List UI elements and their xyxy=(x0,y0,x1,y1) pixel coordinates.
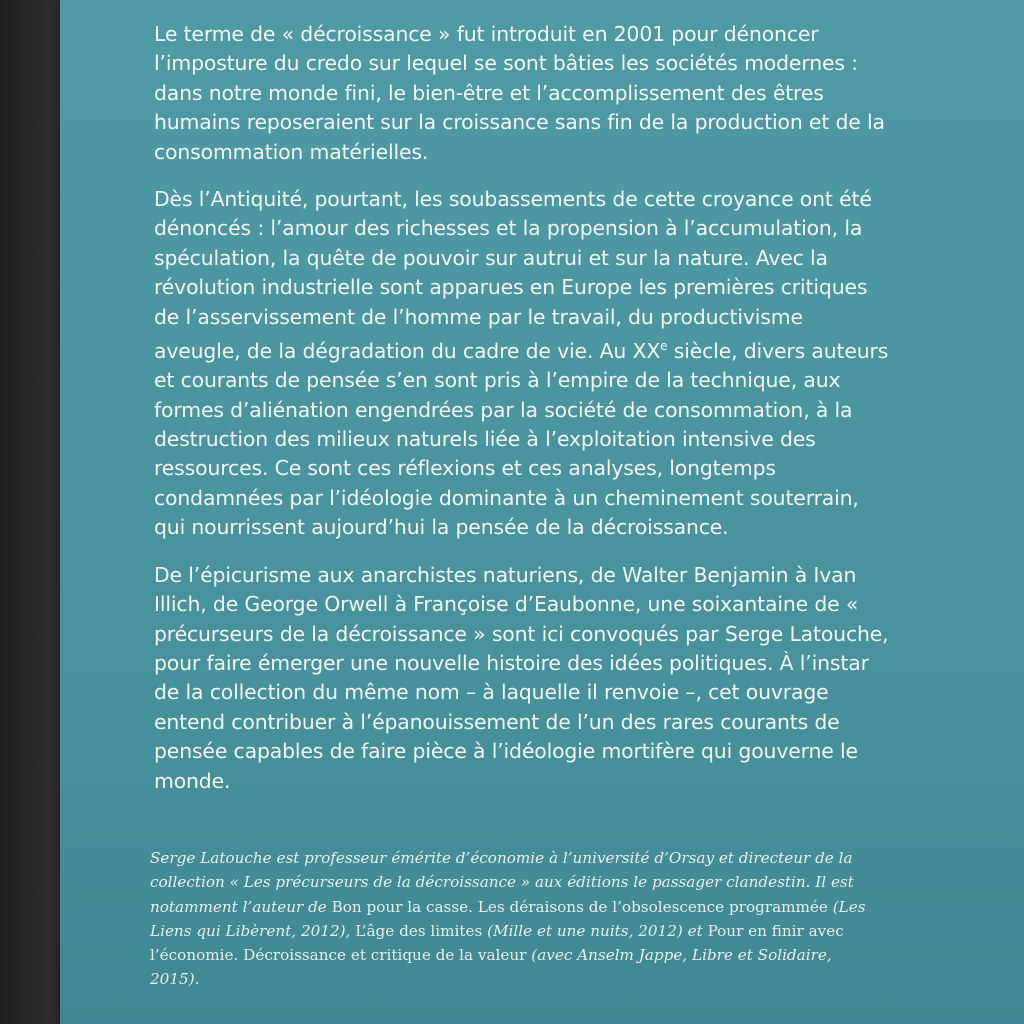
back-cover-blurb xyxy=(154,20,894,814)
author-bio-text xyxy=(150,846,880,992)
blurb-paragraph-2 xyxy=(154,185,894,543)
book-title-2: L’âge des limites xyxy=(355,921,483,940)
book-title-3: Pour en finir avec l’économie. Décroissance et critique de la valeur xyxy=(150,921,844,965)
blurb-paragraph-1: Le terme de « décroissance » fut introduit en 2001 pour dénoncer l’imposture du credo sur lequel se sont bâties les sociétés modernes : dans notre monde fini, le bien-être et l’accomplissement des êtres humains reposeraient sur la croissance sans fin de la production et de la consommation matérielles. xyxy=(154,22,885,164)
book-publisher-1: (Les Liens qui Libèrent, 2012), xyxy=(150,897,866,940)
table-surface xyxy=(0,0,64,1024)
century-superscript: e xyxy=(660,339,668,354)
author-bio xyxy=(150,846,880,992)
blurb-paragraph-3: De l’épicurisme aux anarchistes naturiens, de Walter Benjamin à Ivan Illich, de George Orwell à Françoise d’Eaubonne, une soixantaine de « précurseurs de la décroissance » sont ici convoqués par Serge Latouche, pour faire émerger une nouvelle histoire des idées politiques. À l’instar de la collection du même nom – à laquelle il renvoie –, cet ouvrage entend contribuer à l’épanouissement de l’un des rares courants de pensée capables de faire pièce à l’idéologie mortifère qui gouverne le monde. xyxy=(154,562,889,793)
bio-intro: Serge Latouche est professeur émérite d’économie à l’université d’Orsay et directeur de la collection « Les précurseurs de la décroissance » aux éditions le passager clandestin. Il est notamment l’auteur de xyxy=(150,849,854,916)
blurb-paragraph-2-part-a: Dès l’Antiquité, pourtant, les soubassements de cette croyance ont été dénoncés : l’amour des richesses et la propension à l’accumulation, la spéculation, la quête de pouvoir sur autrui et sur la nature. Avec la révolution industrielle sont apparues en Europe les premières critiques de l’asservissement de l’homme par le travail, du productivisme aveugle, de la dégradation du cadre de vie. Au XX xyxy=(154,187,872,363)
book-publisher-3: (avec Anselm Jappe, Libre et Solidaire, 2015). xyxy=(150,946,832,989)
book-title-1: Bon pour la casse. Les déraisons de l’obsolescence programmée xyxy=(331,897,828,916)
blurb-paragraph-2-part-b: siècle, divers auteurs et courants de pensée s’en sont pris à l’empire de la technique, aux formes d’aliénation engendrées par la société de consommation, à la destruction des milieux naturels liée à l’exploitation intensive des ressources. Ce sont ces réflexions et ces analyses, longtemps condamnées par l’idéologie dominante à un cheminement souterrain, qui nourrissent aujourd’hui la pensée de la décroissance. xyxy=(154,338,889,540)
book-publisher-2: (Mille et une nuits, 2012) et xyxy=(482,921,708,940)
